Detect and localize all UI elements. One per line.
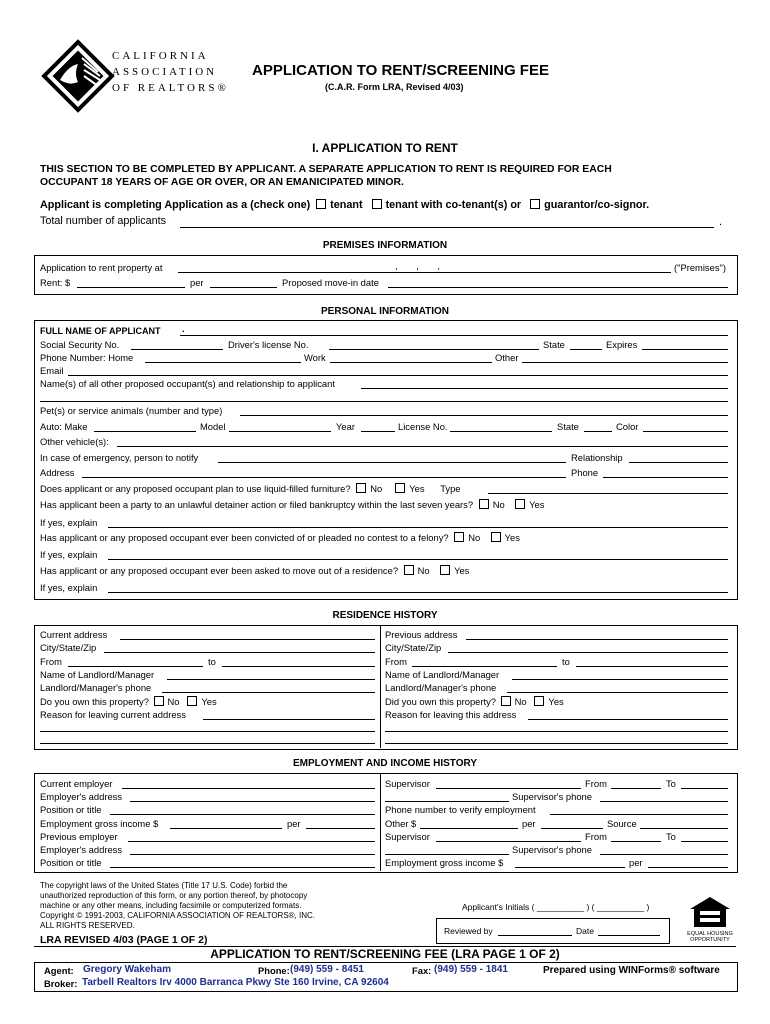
- unlawful-yes-label: Yes: [529, 499, 545, 510]
- other-income-source-label: Source: [607, 818, 637, 829]
- verify-phone-label: Phone number to verify employment: [385, 804, 536, 815]
- employment-to-field[interactable]: [681, 788, 728, 789]
- current-landlord-phone-field[interactable]: [162, 692, 375, 693]
- guarantor-option-label: guarantor/co-signor.: [544, 199, 650, 211]
- other-income-source-field[interactable]: [640, 828, 728, 829]
- previous-from-label: From: [385, 656, 407, 667]
- previous-reason-field-2[interactable]: [385, 731, 728, 732]
- other-income-label: Other $: [385, 818, 417, 829]
- rent-period-field[interactable]: [210, 287, 277, 288]
- license-state-field[interactable]: [570, 349, 602, 350]
- previous-own-text: Did you own this property?: [385, 696, 496, 707]
- current-own-yes-label: Yes: [201, 696, 217, 707]
- previous-city-label: City/State/Zip: [385, 642, 442, 653]
- supervisor-phone-left-field[interactable]: [385, 801, 509, 802]
- move-in-label: Proposed move-in date: [282, 277, 379, 288]
- previous-to-label: to: [562, 656, 570, 667]
- work-phone-label: Work: [304, 352, 326, 363]
- felony-question-text: Has applicant or any proposed occupant ever been convicted of or pleaded no contest to a felony?: [40, 532, 449, 543]
- logo-line-3: OF REALTORS®: [112, 82, 229, 94]
- furniture-no-checkbox[interactable]: [356, 483, 366, 493]
- relationship-label: Relationship: [571, 452, 623, 463]
- premises-label: ("Premises"): [674, 262, 726, 273]
- copyright-line-4: Copyright © 1991-2003, CALIFORNIA ASSOCIATION OF REALTORS®, INC.: [40, 911, 315, 920]
- pets-field[interactable]: [240, 415, 728, 416]
- rent-amount-field[interactable]: [77, 287, 185, 288]
- employer-address-field[interactable]: [130, 801, 375, 802]
- gross-income-per-field[interactable]: [306, 828, 375, 829]
- premises-address-marks: , , ,: [395, 260, 449, 271]
- move-out-no-label: No: [417, 565, 430, 576]
- other-income-per-field[interactable]: [541, 828, 603, 829]
- full-name-value: .: [182, 323, 185, 334]
- employer-address-label: Employer's address: [40, 791, 123, 802]
- previous-employer-label: Previous employer: [40, 831, 118, 842]
- auto-state-field[interactable]: [584, 431, 612, 432]
- previous-from-field[interactable]: [412, 666, 557, 667]
- agent-name: Gregory Wakeham: [83, 964, 171, 975]
- guarantor-checkbox[interactable]: [530, 199, 540, 209]
- model-label: Model: [200, 421, 226, 432]
- gross-income-label: Employment gross income $: [40, 818, 159, 829]
- current-landlord-phone-label: Landlord/Manager's phone: [40, 682, 152, 693]
- car-logo: [38, 36, 118, 116]
- work-phone-field[interactable]: [330, 362, 492, 363]
- equal-housing-line-1: EQUAL HOUSING: [687, 931, 733, 937]
- felony-yes-checkbox[interactable]: [491, 532, 501, 542]
- furniture-question: [40, 483, 461, 494]
- emergency-contact-field[interactable]: [218, 462, 566, 463]
- agent-phone-label: Phone:: [258, 965, 290, 976]
- drivers-license-field[interactable]: [329, 349, 539, 350]
- employment-divider: [380, 774, 381, 871]
- form-title: APPLICATION TO RENT/SCREENING FEE: [252, 62, 549, 79]
- full-name-label: FULL NAME OF APPLICANT: [40, 326, 161, 336]
- furniture-yes-label: Yes: [409, 483, 425, 494]
- furniture-yes-checkbox[interactable]: [395, 483, 405, 493]
- unlawful-no-checkbox[interactable]: [479, 499, 489, 509]
- applicant-initials[interactable]: Applicant's Initials ( __________ ) ( __________ ): [462, 902, 650, 912]
- agent-label: Agent:: [44, 965, 74, 976]
- move-out-question-text: Has applicant or any proposed occupant ever been asked to move out of a residence?: [40, 565, 399, 576]
- previous-supervisor-label: Supervisor: [385, 831, 430, 842]
- position-label: Position or title: [40, 804, 102, 815]
- previous-own-yes-checkbox[interactable]: [534, 696, 544, 706]
- previous-employment-to-label: To: [666, 831, 676, 842]
- logo-line-2: ASSOCIATION: [112, 66, 218, 78]
- email-field[interactable]: [68, 375, 728, 376]
- supervisor-field[interactable]: [436, 788, 581, 789]
- previous-own-question: [385, 696, 564, 707]
- furniture-no-label: No: [370, 483, 383, 494]
- current-own-text: Do you own this property?: [40, 696, 149, 707]
- verify-phone-field[interactable]: [550, 814, 728, 815]
- previous-own-yes-label: Yes: [548, 696, 564, 707]
- occupants-field-2[interactable]: [40, 401, 728, 402]
- review-date-label: Date: [576, 926, 594, 936]
- previous-employment-to-field[interactable]: [681, 841, 728, 842]
- model-field[interactable]: [229, 431, 331, 432]
- total-applicants-label: Total number of applicants: [40, 215, 167, 227]
- previous-supervisor-phone-left-field[interactable]: [385, 854, 509, 855]
- year-label: Year: [336, 421, 355, 432]
- ssn-field[interactable]: [131, 349, 223, 350]
- previous-city-field[interactable]: [448, 652, 728, 653]
- move-out-yes-label: Yes: [454, 565, 470, 576]
- current-employer-label: Current employer: [40, 778, 113, 789]
- color-field[interactable]: [643, 431, 728, 432]
- occupants-label: Name(s) of all other proposed occupant(s) and relationship to applicant: [40, 378, 335, 389]
- furniture-type-field[interactable]: [488, 493, 728, 494]
- home-phone-field[interactable]: [145, 362, 301, 363]
- premises-box: [34, 255, 738, 295]
- relationship-field[interactable]: [629, 462, 728, 463]
- current-reason-field[interactable]: [203, 719, 375, 720]
- move-out-yes-checkbox[interactable]: [440, 565, 450, 575]
- current-city-field[interactable]: [104, 652, 375, 653]
- tenant-checkbox[interactable]: [316, 199, 326, 209]
- pets-label: Pet(s) or service animals (number and type): [40, 405, 223, 416]
- employment-from-field[interactable]: [611, 788, 661, 789]
- felony-yes-label: Yes: [504, 532, 520, 543]
- previous-landlord-name-field[interactable]: [512, 679, 728, 680]
- current-own-no-label: No: [167, 696, 180, 707]
- felony-explain-label: If yes, explain: [40, 549, 98, 560]
- previous-reason-field[interactable]: [528, 719, 728, 720]
- move-out-explain-field[interactable]: [108, 592, 728, 593]
- current-reason-field-3[interactable]: [40, 743, 375, 744]
- year-field[interactable]: [361, 431, 395, 432]
- cotenant-option-label: tenant with co-tenant(s) or: [385, 199, 522, 211]
- agent-fax-value: (949) 559 - 1841: [434, 964, 508, 975]
- emergency-address-field[interactable]: [82, 477, 566, 478]
- expires-field[interactable]: [642, 349, 728, 350]
- broker-label: Broker:: [44, 978, 78, 989]
- intro-line-2: OCCUPANT 18 YEARS OF AGE OR OVER, OR AN EMANICIPATED MINOR.: [40, 177, 404, 188]
- previous-supervisor-phone-label: Supervisor's phone: [512, 844, 592, 855]
- previous-own-no-checkbox[interactable]: [501, 696, 511, 706]
- emergency-phone-label: Phone: [571, 467, 599, 478]
- other-phone-field[interactable]: [522, 362, 728, 363]
- home-phone-label: Phone Number: Home: [40, 352, 134, 363]
- previous-position-field[interactable]: [110, 867, 375, 868]
- equal-housing-logo: [687, 895, 733, 941]
- previous-to-field[interactable]: [576, 666, 728, 667]
- other-vehicles-label: Other vehicle(s):: [40, 436, 109, 447]
- copyright-line-3: machine or any other means, including facsimile or computerized formats.: [40, 901, 302, 910]
- prepared-using: Prepared using WINForms® software: [543, 965, 720, 976]
- current-reason-label: Reason for leaving current address: [40, 709, 186, 720]
- footer-big-title: APPLICATION TO RENT/SCREENING FEE (LRA PAGE 1 OF 2): [210, 947, 560, 961]
- current-from-label: From: [40, 656, 62, 667]
- previous-landlord-name-label: Name of Landlord/Manager: [385, 669, 500, 680]
- unlawful-yes-checkbox[interactable]: [515, 499, 525, 509]
- previous-address-label: Previous address: [385, 629, 458, 640]
- current-landlord-name-field[interactable]: [167, 679, 375, 680]
- personal-section-title: PERSONAL INFORMATION: [321, 306, 449, 317]
- felony-no-checkbox[interactable]: [454, 532, 464, 542]
- rent-label: Rent: $: [40, 277, 71, 288]
- other-vehicles-field[interactable]: [117, 446, 728, 447]
- move-in-field[interactable]: [388, 287, 728, 288]
- license-no-label: License No.: [398, 421, 448, 432]
- copyright-line-1: The copyright laws of the United States (Title 17 U.S. Code) forbid the: [40, 881, 288, 890]
- tenant-option-label: tenant: [330, 199, 363, 211]
- current-reason-field-2[interactable]: [40, 731, 375, 732]
- previous-gross-income-per-field[interactable]: [648, 867, 728, 868]
- residence-divider: [380, 626, 381, 748]
- felony-no-label: No: [468, 532, 481, 543]
- unlawful-detainer-text: Has applicant been a party to an unlawful detainer action or filed bankruptcy within the last seven years?: [40, 499, 474, 510]
- email-label: Email: [40, 365, 64, 376]
- auto-make-label: Auto: Make: [40, 421, 88, 432]
- applicant-type-prompt: Applicant is completing Application as a (check one): [40, 199, 311, 211]
- ssn-label: Social Security No.: [40, 339, 120, 350]
- reviewed-by-field[interactable]: [498, 935, 572, 936]
- previous-reason-field-3[interactable]: [385, 743, 728, 744]
- supervisor-phone-field[interactable]: [600, 801, 728, 802]
- current-address-label: Current address: [40, 629, 108, 640]
- copyright-line-2: unauthorized reproduction of this form, or any portion thereof, by photocopy: [40, 891, 308, 900]
- full-name-field[interactable]: [180, 335, 728, 336]
- previous-address-field[interactable]: [466, 639, 728, 640]
- current-to-field[interactable]: [222, 666, 375, 667]
- move-out-no-checkbox[interactable]: [404, 565, 414, 575]
- previous-employment-from-field[interactable]: [611, 841, 661, 842]
- auto-make-field[interactable]: [94, 431, 196, 432]
- furniture-question-text: Does applicant or any proposed occupant plan to use liquid-filled furniture?: [40, 483, 351, 494]
- emergency-phone-field[interactable]: [603, 477, 728, 478]
- broker-value: Tarbell Realtors Irv 4000 Barranca Pkwy Ste 160 Irvine, CA 92604: [82, 977, 389, 988]
- emergency-address-label: Address: [40, 467, 75, 478]
- revision-label: LRA REVISED 4/03 (PAGE 1 OF 2): [40, 934, 208, 946]
- furniture-type-label: Type: [440, 483, 461, 494]
- felony-question: [40, 532, 520, 543]
- current-city-label: City/State/Zip: [40, 642, 97, 653]
- premises-section-title: PREMISES INFORMATION: [322, 240, 448, 251]
- move-out-explain-label: If yes, explain: [40, 582, 98, 593]
- previous-employer-address-field[interactable]: [130, 854, 375, 855]
- equal-housing-house-icon: [687, 895, 733, 929]
- premises-address-label: Application to rent property at: [40, 262, 163, 273]
- drivers-license-label: Driver's license No.: [228, 339, 309, 350]
- equal-housing-line-2: OPPORTUNITY: [690, 937, 730, 943]
- review-date-field[interactable]: [598, 935, 660, 936]
- logo-line-1: CALIFORNIA: [112, 50, 209, 62]
- total-applicants-period: .: [719, 216, 722, 228]
- other-income-per-label: per: [522, 818, 536, 829]
- previous-reason-label: Reason for leaving this address: [385, 709, 517, 720]
- supervisor-label: Supervisor: [385, 778, 430, 789]
- cotenant-checkbox[interactable]: [372, 199, 382, 209]
- previous-gross-income-per-label: per: [629, 857, 643, 868]
- current-address-field[interactable]: [120, 639, 375, 640]
- position-field[interactable]: [110, 814, 375, 815]
- unlawful-detainer-question: [40, 499, 544, 510]
- occupants-field[interactable]: [361, 388, 728, 389]
- employment-to-label: To: [666, 778, 676, 789]
- previous-landlord-phone-label: Landlord/Manager's phone: [385, 682, 497, 693]
- current-own-no-checkbox[interactable]: [154, 696, 164, 706]
- previous-employer-address-label: Employer's address: [40, 844, 123, 855]
- unlawful-explain-field[interactable]: [108, 527, 728, 528]
- current-own-question: [40, 696, 217, 707]
- other-phone-label: Other: [495, 352, 519, 363]
- rent-per-label: per: [190, 277, 204, 288]
- previous-gross-income-field[interactable]: [515, 867, 625, 868]
- section-application-title: I. APPLICATION TO RENT: [312, 141, 458, 155]
- unlawful-explain-label: If yes, explain: [40, 517, 98, 528]
- expires-label: Expires: [606, 339, 638, 350]
- form-subtitle: (C.A.R. Form LRA, Revised 4/03): [325, 82, 464, 92]
- gross-income-per-label: per: [287, 818, 301, 829]
- felony-explain-field[interactable]: [108, 559, 728, 560]
- previous-gross-income-label: Employment gross income $: [385, 857, 504, 868]
- current-to-label: to: [208, 656, 216, 667]
- previous-supervisor-field[interactable]: [436, 841, 581, 842]
- auto-state-label: State: [557, 421, 579, 432]
- current-landlord-name-label: Name of Landlord/Manager: [40, 669, 155, 680]
- employment-from-label: From: [585, 778, 607, 789]
- employment-section-title: EMPLOYMENT AND INCOME HISTORY: [292, 758, 478, 769]
- agent-phone-value: (949) 559 - 8451: [290, 964, 364, 975]
- other-income-field[interactable]: [420, 828, 518, 829]
- reviewed-by-label: Reviewed by: [444, 926, 493, 936]
- previous-landlord-phone-field[interactable]: [507, 692, 728, 693]
- copyright-line-5: ALL RIGHTS RESERVED.: [40, 921, 135, 930]
- residence-section-title: RESIDENCE HISTORY: [332, 610, 438, 621]
- unlawful-no-label: No: [492, 499, 505, 510]
- premises-address-field[interactable]: [178, 272, 671, 273]
- car-logo-emblem: [38, 36, 118, 116]
- previous-position-label: Position or title: [40, 857, 102, 868]
- color-label: Color: [616, 421, 639, 432]
- current-employer-field[interactable]: [122, 788, 375, 789]
- license-state-label: State: [543, 339, 565, 350]
- move-out-question: [40, 565, 469, 576]
- previous-supervisor-phone-field[interactable]: [600, 854, 728, 855]
- intro-line-1: THIS SECTION TO BE COMPLETED BY APPLICANT. A SEPARATE APPLICATION TO RENT IS REQUIRED FOR EACH: [40, 164, 612, 175]
- license-no-field[interactable]: [450, 431, 552, 432]
- current-own-yes-checkbox[interactable]: [187, 696, 197, 706]
- supervisor-phone-label: Supervisor's phone: [512, 791, 592, 802]
- previous-own-no-label: No: [514, 696, 527, 707]
- previous-employer-field[interactable]: [128, 841, 375, 842]
- total-applicants-field[interactable]: [180, 227, 714, 228]
- previous-employment-from-label: From: [585, 831, 607, 842]
- applicant-type-label: [40, 199, 649, 211]
- agent-fax-label: Fax:: [412, 965, 432, 976]
- emergency-contact-label: In case of emergency, person to notify: [40, 452, 199, 463]
- gross-income-field[interactable]: [170, 828, 282, 829]
- current-from-field[interactable]: [68, 666, 203, 667]
